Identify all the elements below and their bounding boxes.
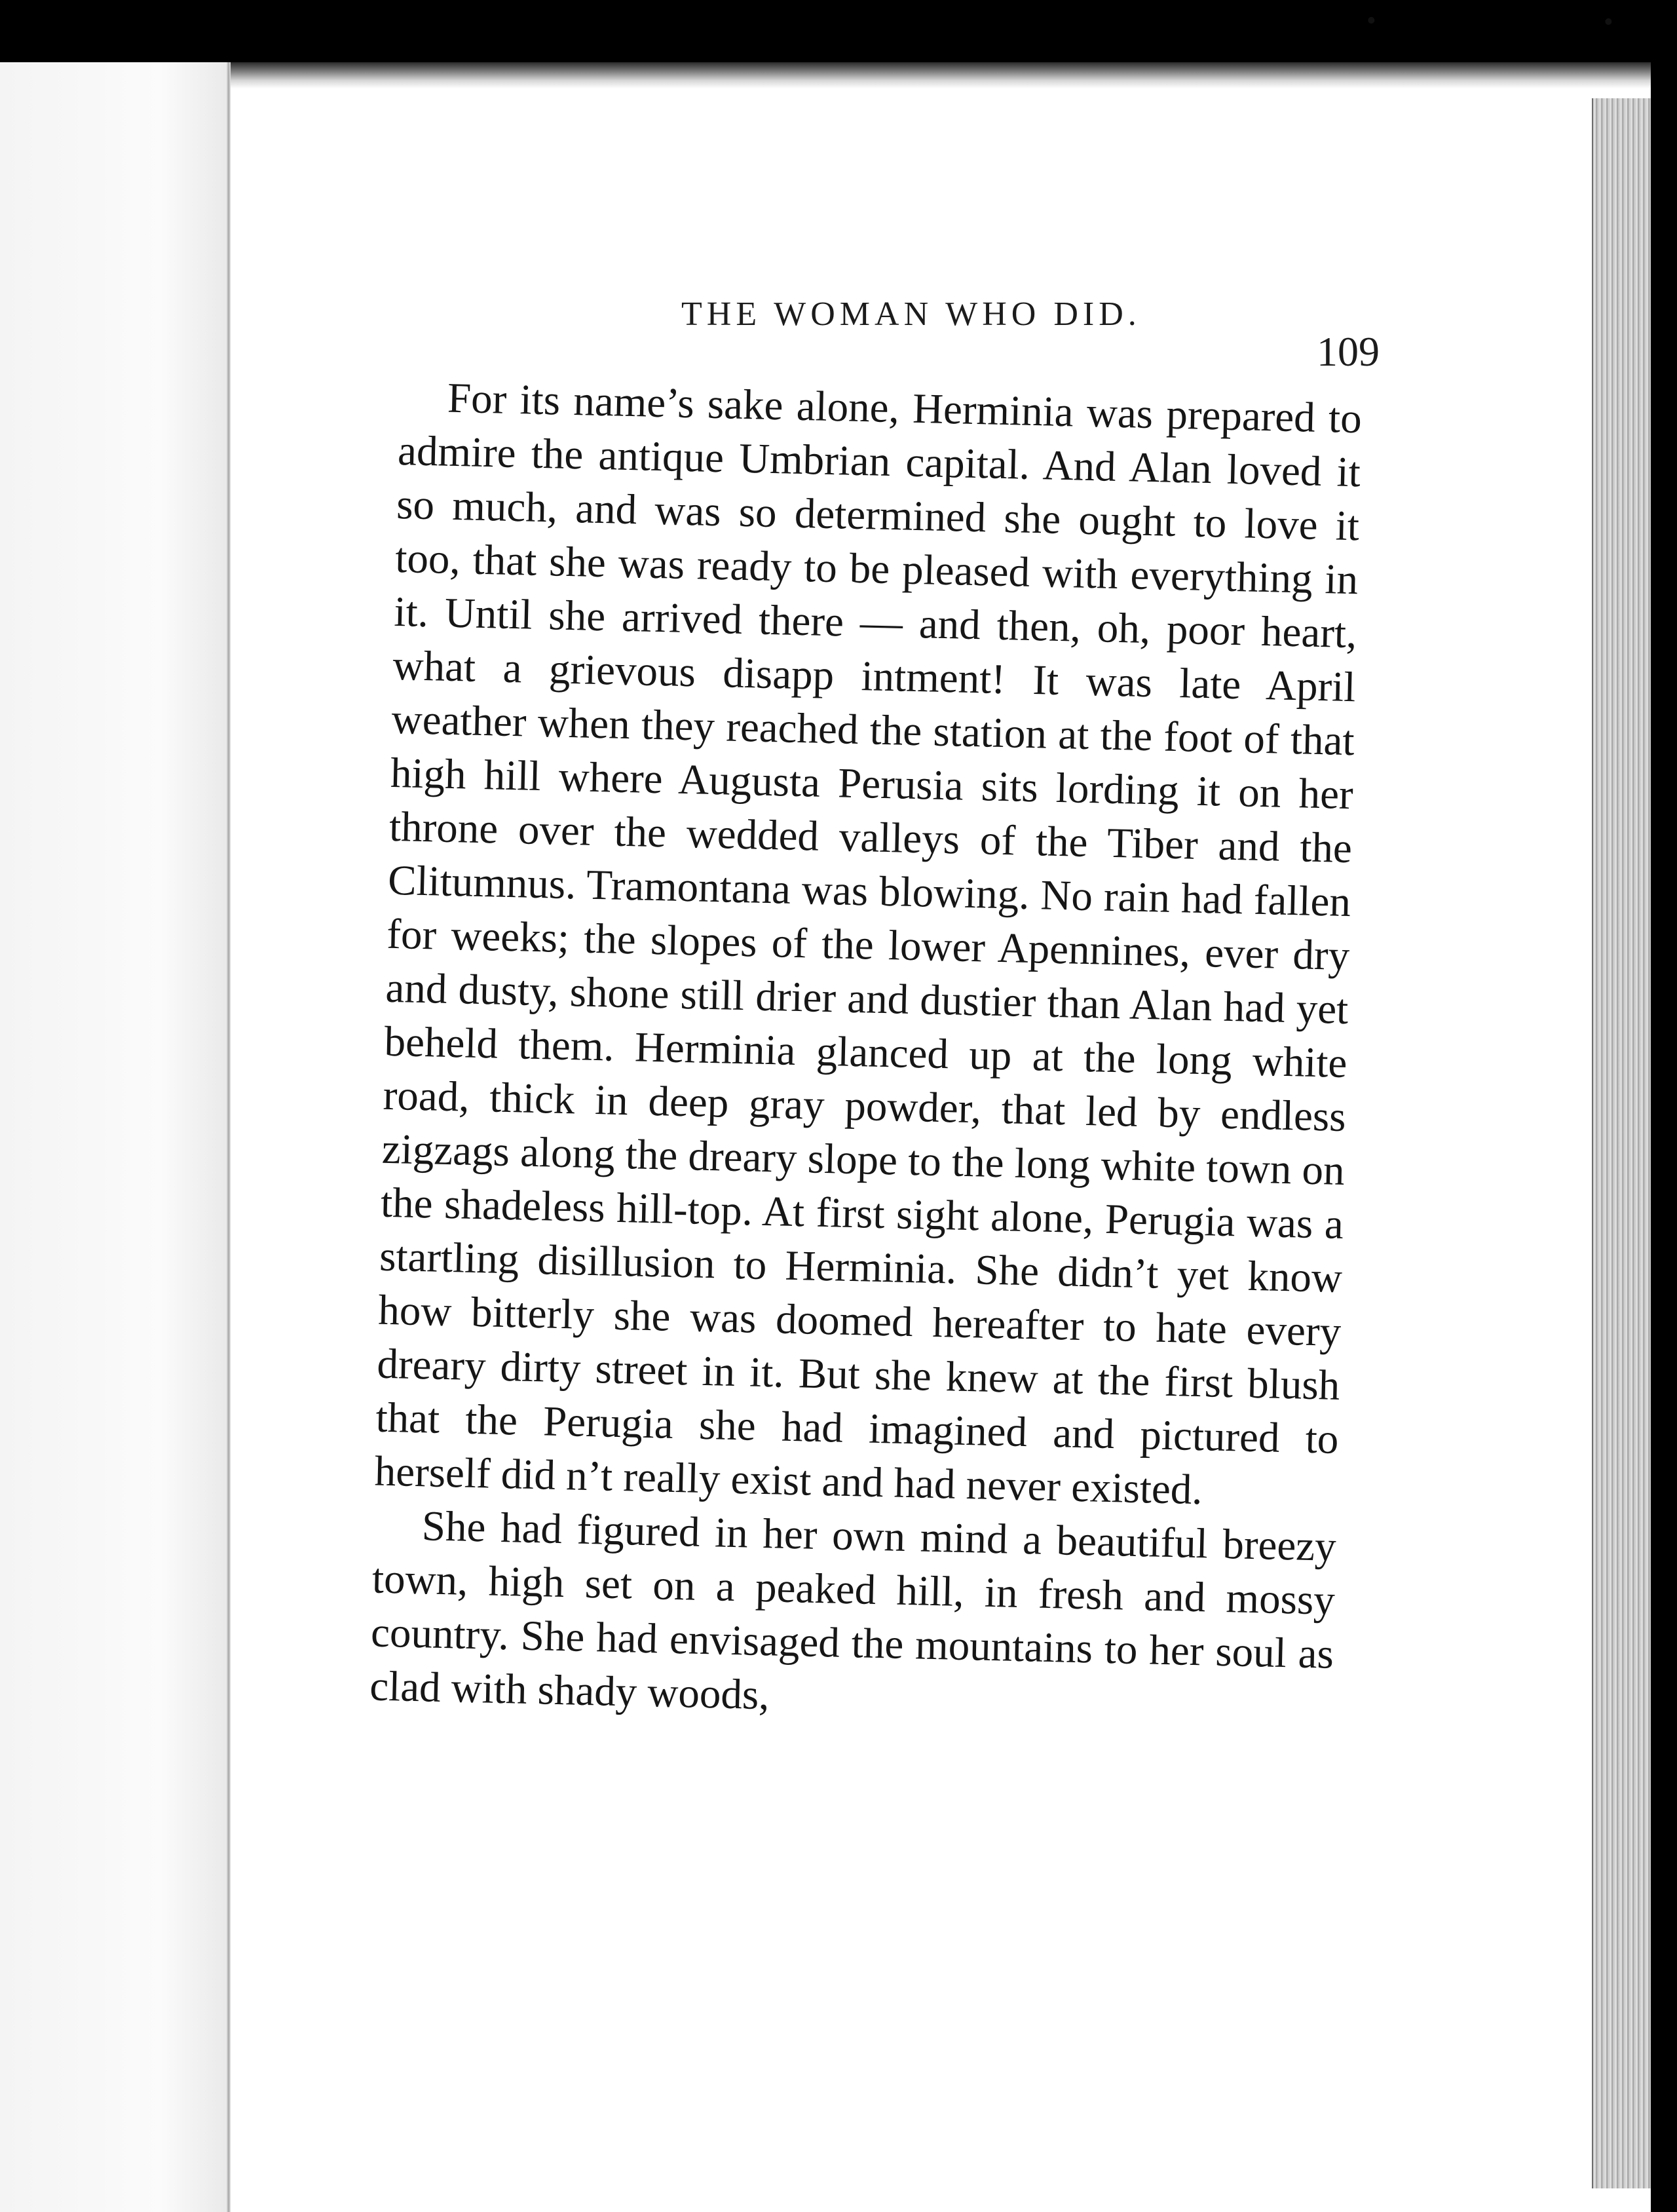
page-top-shadow	[231, 62, 1651, 88]
paragraph: She had figured in her own mind a beautiful breezy town, high set on a peaked hill, in fresh and mossy country. She had envisaged the mountains to her soul as clad with shady woods,	[369, 1502, 1337, 1719]
left-page-margin	[0, 62, 229, 2212]
page-edges	[1592, 98, 1651, 2188]
running-header: THE WOMAN WHO DID.	[681, 296, 1141, 333]
paragraph: For its name’s sake alone, Herminia was prepared to admire the antique Umbrian capital. And Alan loved it so much, and was so determined she ought to love it too, that she was ready to be pleased with everything in it. Until she arrived there — and then, oh, poor heart, what a grievous disapp intment! It was late April weather when they reached the station at the foot of that high hill where Augusta Perusia sits lording it on her throne over the wedded valleys of the Tiber and the Clitumnus. Tramontana was blowing. No rain had fallen for weeks; the slopes of the lower Apennines, ever dry and dusty, shone still drier and dustier than Alan had yet beheld them. Herminia glanced up at the long white road, thick in deep gray powder, that led by endless zigzags along the dreary slope to the long white town on the shadeless hill-top. At first sight alone, Perugia was a startling disillusion to Herminia. She didn’t yet know how bitterly she was doomed hereafter to hate every dreary dirty street in it. But she knew at the first blush that the Perugia she had imagined and pictured to herself did n’t really exist and had never existed.	[374, 374, 1363, 1514]
scan-speck-icon: •	[1604, 7, 1613, 37]
body-text	[364, 370, 1362, 1971]
page-number: 109	[1317, 328, 1380, 375]
open-book	[0, 62, 1651, 2212]
scan-speck-icon: •	[1366, 6, 1376, 36]
